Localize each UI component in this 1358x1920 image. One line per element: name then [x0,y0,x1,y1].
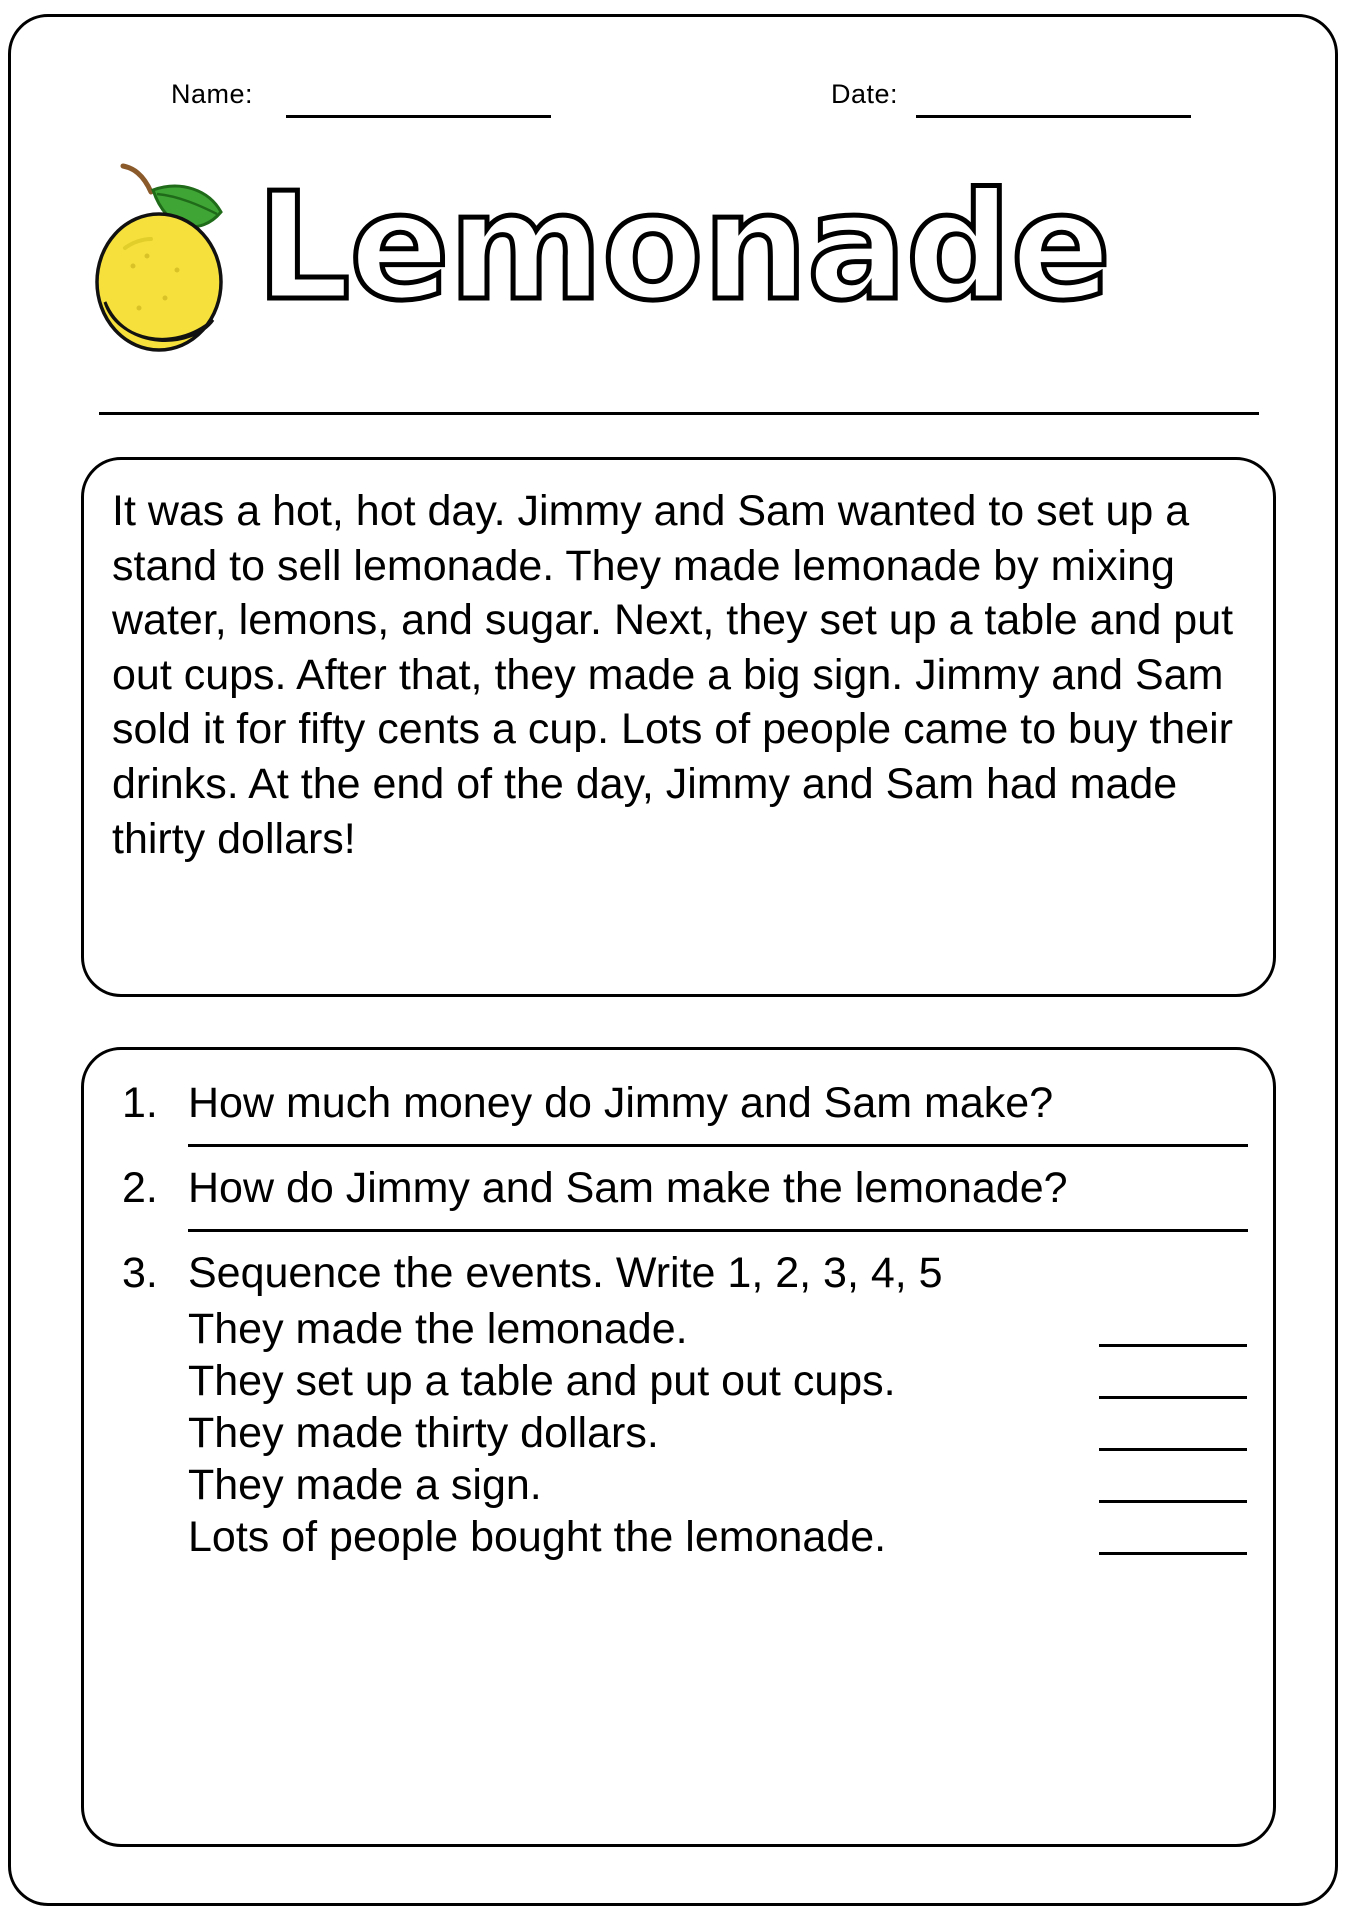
question-2-number: 2. [122,1164,158,1213]
date-label: Date: [831,79,899,109]
sequence-item-label: They made a sign. [188,1460,542,1509]
questions-box [81,1047,1276,1847]
sequence-item-label: They set up a table and put out cups. [188,1356,896,1405]
sequence-answer-blank[interactable] [1099,1344,1247,1347]
worksheet-page [8,14,1338,1906]
question-2 [110,1161,1247,1215]
sequence-answer-blank[interactable] [1099,1448,1247,1451]
list-item [188,1459,1247,1511]
question-3-number: 3. [122,1249,158,1298]
answer-line-2[interactable] [188,1229,1248,1232]
sequence-answer-blank[interactable] [1099,1396,1247,1399]
name-date-row [11,79,1335,129]
list-item [188,1355,1247,1407]
lemon-icon [81,162,241,357]
question-2-text: How do Jimmy and Sam make the lemonade? [188,1164,1068,1213]
sequence-list [188,1303,1247,1563]
list-item [188,1303,1247,1355]
sequence-item-label: They made the lemonade. [188,1304,688,1353]
sequence-answer-blank[interactable] [1099,1500,1247,1503]
question-1-text: How much money do Jimmy and Sam make? [188,1079,1054,1127]
question-1-number: 1. [122,1079,158,1127]
name-label: Name: [171,79,254,109]
list-item [188,1407,1247,1459]
title-divider [99,412,1259,415]
question-3 [110,1246,1247,1300]
page-title: Lemonade [256,161,1111,333]
name-blank-line[interactable] [286,115,551,118]
sequence-item-label: They made thirty dollars. [188,1408,659,1457]
question-3-text: Sequence the events. Write 1, 2, 3, 4, 5 [188,1249,943,1298]
passage-text: It was a hot, hot day. Jimmy and Sam wanted to set up a stand to sell lemonade. They made lemonade by mixing water, lemons, and sugar. Next, they set up a table and put out cups. After that, they made a big sign. Jimmy and Sam sold it for fifty cents a cup. Lots of people came to buy their drinks. At the end of the day, Jimmy and Sam had made thirty dollars! [112,487,1234,863]
sequence-answer-blank[interactable] [1099,1552,1247,1555]
passage-box [81,457,1276,997]
question-1 [110,1076,1247,1130]
answer-line-1[interactable] [188,1144,1248,1147]
list-item [188,1511,1247,1563]
date-blank-line[interactable] [916,115,1191,118]
title-area [11,152,1335,367]
sequence-item-label: Lots of people bought the lemonade. [188,1512,887,1561]
